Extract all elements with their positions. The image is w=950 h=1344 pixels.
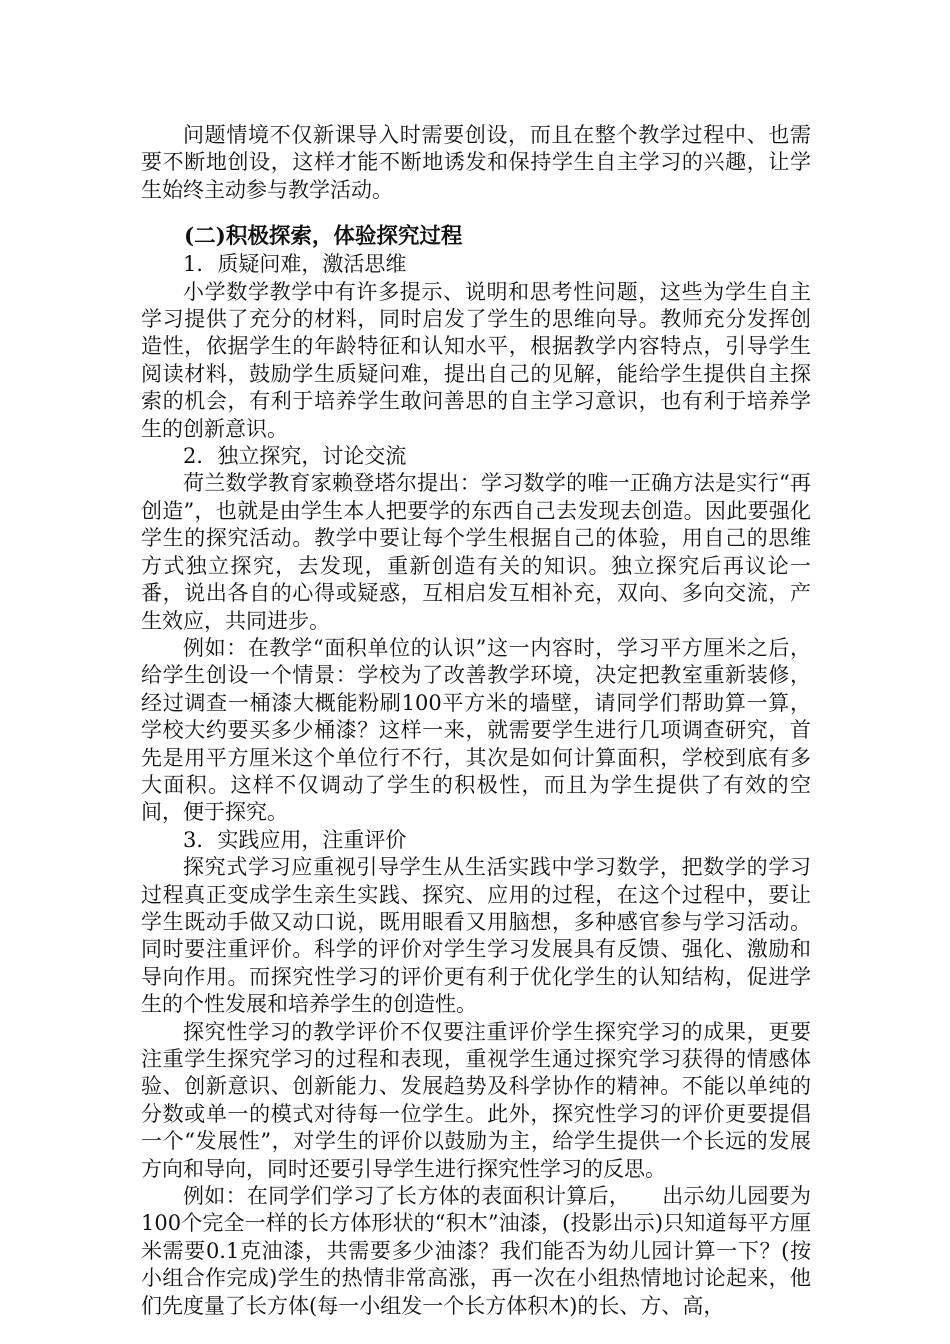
intro-paragraph: 问题情境不仅新课导入时需要创设，而且在整个教学过程中、也需要不断地创设，这样才能不断地诱发和保持学生自主学习的兴趣，让学生始终主动参与教学活动。 bbox=[141, 123, 811, 202]
subsection-3-paragraph-1: 探究式学习应重视引导学生从生活实践中学习数学，把数学的学习过程真正变成学生亲生实践、探究、应用的过程，在这个过程中，要让学生既动手做又动口说，既用眼看又用脑想，多种感官参与学习活动。同时要注重评价。科学的评价对学生学习发展具有反馈、强化、激励和导向作用。而探究性学习的评价更有利于优化学生的认知结构，促进学生的个性发展和培养学生的创造性。 bbox=[141, 855, 811, 1017]
subsection-3-paragraph-2: 探究性学习的教学评价不仅要注重评价学生探究学习的成果，更要注重学生探究学习的过程和表现，重视学生通过探究学习获得的情感体验、创新意识、创新能力、发展趋势及科学协作的精神。不能以单纯的分数或单一的模式对待每一位学生。此外，探究性学习的评价更要提倡一个“发展性”，对学生的评价以鼓励为主，给学生提供一个长远的发展方向和导向，同时还要引导学生进行探究性学习的反思。 bbox=[141, 1019, 811, 1181]
subsection-2-example: 例如：在教学“面积单位的认识”这一内容时，学习平方厘米之后，给学生创设一个情景：学校为了改善教学环境，决定把教室重新装修，经过调查一桶漆大概能粉刷100平方米的墙壁，请同学们帮助算一算，学校大约要买多少桶漆？这样一来，就需要学生进行几项调查研究，首先是用平方厘米这个单位行不行，其次是如何计算面积，学校到底有多大面积。这样不仅调动了学生的积极性，而且为学生提供了有效的空间，便于探究。 bbox=[141, 635, 811, 825]
subsection-3-example: 例如：在同学们学习了长方体的表面积计算后， 出示幼儿园要为100个完全一样的长方体形状的“积木”油漆，(投影出示)只知道每平方厘米需要0.1克油漆，共需要多少油漆？我们能否为幼儿园计算一下？(按小组合作完成)学生的热情非常高涨，再一次在小组热情地讨论起来，他们先度量了长方体(每一小组发一个长方体积木)的长、方、高， bbox=[141, 1184, 811, 1318]
subsection-2-title: 2．独立探究，讨论交流 bbox=[183, 444, 407, 469]
subsection-3-title: 3．实践应用，注重评价 bbox=[183, 827, 407, 852]
subsection-1-title: 1．质疑问难，激活思维 bbox=[183, 252, 407, 277]
subsection-1-paragraph: 小学数学教学中有许多提示、说明和思考性问题，这些为学生自主学习提供了充分的材料，同时启发了学生的思维向导。教师充分发挥创造性，依据学生的年龄特征和认知水平，根据教学内容特点，引导学生阅读材料，鼓励学生质疑问难，提出自己的见解，能给学生提供自主探索的机会，有利于培养学生敢问善思的自主学习意识，也有利于培养学生的创新意识。 bbox=[141, 279, 811, 441]
subsection-2-paragraph: 荷兰数学教育家赖登塔尔提出：学习数学的唯一正确方法是实行“再创造”，也就是由学生本人把要学的东西自己去发现去创造。因此要强化学生的探究活动。教学中要让每个学生根据自己的体验，用自己的思维方式独立探究，去发现，重新创造有关的知识。独立探究后再议论一番，说出各自的心得或疑惑，互相启发互相补充，双向、多向交流，产生效应，共同进步。 bbox=[141, 471, 811, 633]
paragraph-gap bbox=[141, 204, 811, 222]
section-heading: (二)积极探索，体验探究过程 bbox=[184, 224, 463, 250]
document-page bbox=[141, 122, 811, 1320]
